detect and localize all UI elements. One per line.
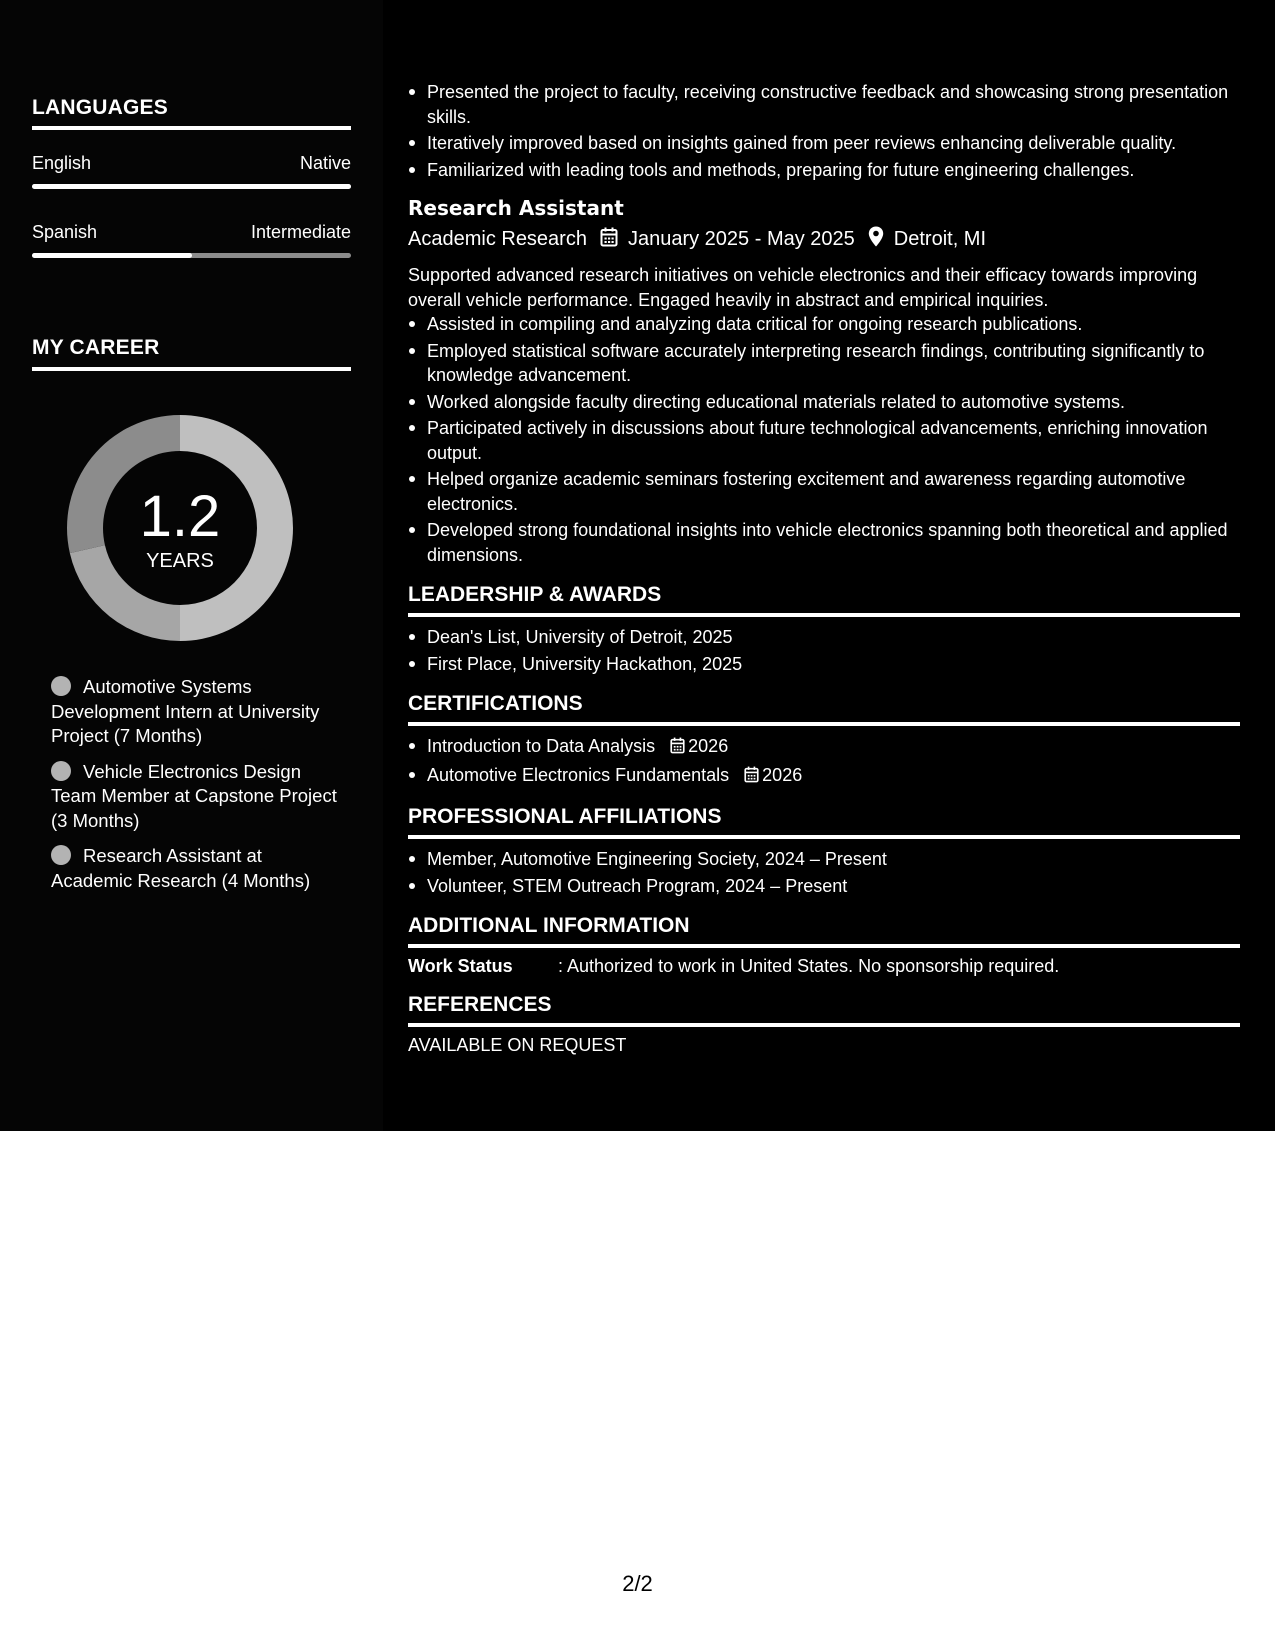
calendar-icon — [670, 736, 685, 761]
career-legend-item — [51, 675, 341, 749]
list-item: Familiarized with leading tools and methods, preparing for future engineering challenges. — [408, 158, 1240, 183]
certification-year: 2026 — [688, 736, 729, 756]
leadership-heading: LEADERSHIP & AWARDS — [408, 583, 662, 606]
leadership-rule — [408, 613, 1240, 617]
languages-rule — [32, 126, 351, 130]
list-item: Developed strong foundational insights into vehicle electronics spanning both theoretical and applied dimensions. — [408, 518, 1240, 567]
job-meta — [408, 226, 1240, 253]
career-donut-chart — [67, 415, 293, 641]
language-row-english — [32, 153, 351, 174]
language-level: Intermediate — [250, 222, 351, 242]
job-bullets — [408, 312, 1240, 567]
list-item: Presented the project to faculty, receiving constructive feedback and showcasing strong presentation skills. — [408, 80, 1240, 129]
career-total-value: 1.2 — [139, 483, 221, 549]
references-rule — [408, 1023, 1240, 1027]
career-rule — [32, 367, 351, 371]
list-item: Iteratively improved based on insights gained from peer reviews enhancing deliverable quality. — [408, 131, 1240, 156]
certifications-heading: CERTIFICATIONS — [408, 692, 583, 715]
legend-dot-icon — [51, 676, 71, 696]
languages-heading: LANGUAGES — [32, 96, 168, 119]
list-item: Employed statistical software accurately interpreting research findings, contributing significantly to knowledge advancement. — [408, 339, 1240, 388]
job-dates: January 2025 - May 2025 — [627, 228, 855, 250]
legend-dot-icon — [51, 845, 71, 865]
legend-dot-icon — [51, 761, 71, 781]
work-status-row — [408, 956, 1240, 977]
certification-name: Introduction to Data Analysis — [427, 736, 656, 756]
career-heading: MY CAREER — [32, 336, 160, 359]
language-name: English — [32, 153, 92, 173]
certification-date — [744, 765, 802, 785]
references-text: AVAILABLE ON REQUEST — [408, 1035, 627, 1055]
job-company: Academic Research — [408, 228, 587, 250]
job-location: Detroit, MI — [893, 228, 987, 250]
sidebar — [0, 0, 383, 1131]
job-title: Research Assistant — [408, 196, 624, 220]
list-item: Dean's List, University of Detroit, 2025 — [408, 625, 1240, 650]
leadership-list — [408, 625, 1240, 676]
language-bar-spanish — [32, 253, 351, 258]
certifications-list — [408, 734, 1240, 789]
work-status-value: : Authorized to work in United States. No sponsorship required. — [558, 956, 1060, 976]
language-name: Spanish — [32, 222, 98, 242]
career-legend-label: Automotive Systems Development Intern at University Project (7 Months) — [51, 676, 320, 746]
references-heading: REFERENCES — [408, 993, 552, 1016]
career-legend-item — [51, 844, 341, 893]
affiliations-list — [408, 847, 1240, 898]
certification-name: Automotive Electronics Fundamentals — [427, 764, 730, 785]
list-item: Participated actively in discussions about future technological advancements, enriching innovation output. — [408, 416, 1240, 465]
language-level: Native — [299, 153, 351, 173]
list-item: Volunteer, STEM Outreach Program, 2024 – Present — [408, 874, 1240, 899]
certifications-rule — [408, 722, 1240, 726]
list-item: Worked alongside faculty directing educational materials related to automotive systems. — [408, 390, 1240, 415]
language-row-spanish — [32, 222, 351, 243]
certification-item — [408, 763, 1240, 790]
calendar-icon — [600, 227, 618, 253]
map-pin-icon — [868, 226, 884, 253]
list-item: First Place, University Hackathon, 2025 — [408, 652, 1240, 677]
certification-item — [408, 734, 1240, 761]
certification-year: 2026 — [762, 764, 803, 785]
language-bar-english — [32, 184, 351, 189]
list-item: Assisted in compiling and analyzing data critical for ongoing research publications. — [408, 312, 1240, 337]
language-bar-fill — [32, 184, 351, 189]
additional-info-rule — [408, 944, 1240, 948]
career-legend-label: Research Assistant at Academic Research (4 Months) — [51, 845, 311, 891]
career-total — [67, 415, 293, 641]
language-bar-fill — [32, 253, 192, 258]
career-legend — [51, 675, 341, 904]
affiliations-heading: PROFESSIONAL AFFILIATIONS — [408, 805, 722, 828]
affiliations-rule — [408, 835, 1240, 839]
previous-job-bullets — [408, 80, 1240, 182]
calendar-icon — [744, 765, 759, 790]
certification-date — [670, 736, 728, 756]
page-number: 2/2 — [622, 1571, 653, 1596]
list-item: Helped organize academic seminars fostering excitement and awareness regarding automotive electronics. — [408, 467, 1240, 516]
list-item: Member, Automotive Engineering Society, 2024 – Present — [408, 847, 1240, 872]
career-legend-item — [51, 760, 341, 834]
main-content — [408, 80, 1240, 1056]
job-description: Supported advanced research initiatives on vehicle electronics and their efficacy towards improving overall vehicle performance. Engaged heavily in abstract and empirical inquiries. — [408, 265, 1198, 310]
career-total-unit: YEARS — [146, 549, 214, 572]
additional-info-heading: ADDITIONAL INFORMATION — [408, 914, 690, 937]
work-status-label: Work Status — [408, 956, 513, 976]
career-legend-label: Vehicle Electronics Design Team Member at Capstone Project (3 Months) — [51, 760, 337, 831]
